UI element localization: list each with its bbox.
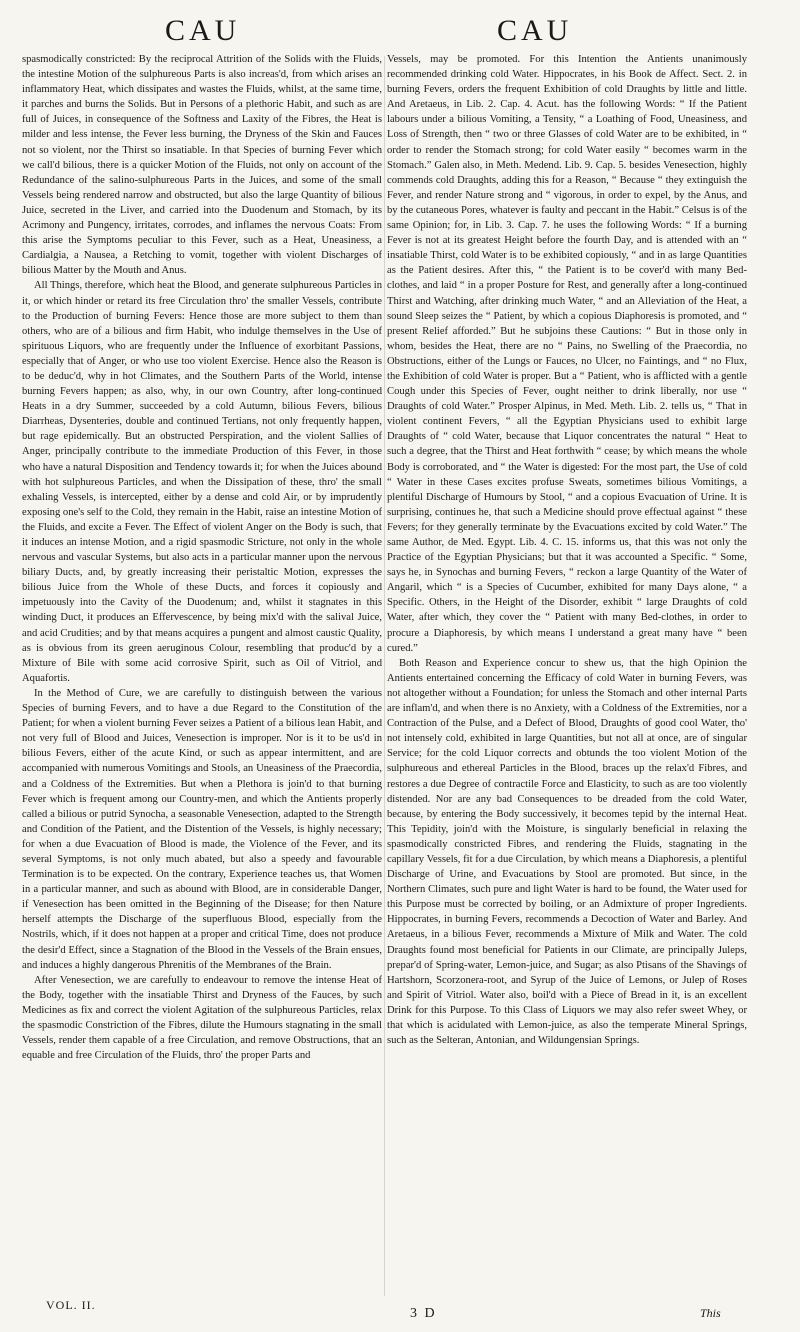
- running-header: [0, 14, 800, 54]
- right-column: [387, 52, 747, 1297]
- column-divider: [384, 56, 385, 1296]
- paragraph: In the Method of Cure, we are carefully to distinguish between the various Species of burning Fevers, and to have a due Regard to the Constitution of the Patient; for when a violent burning Fever seizes a Patient of a bilious lean Habit, and not very full of Blood and Juices, Venesection is improper. Nor is it to be us'd in bilious Fevers, either of the acute Kind, or such as appear intermittent, and are accompanied with numerous Vomitings and Stools, an Uneasiness of the Praecordia, and a Coldness of the Extremities. But when a Plethora is join'd to that burning Fever which is frequent among our Country-men, and which the Antients properly called a bilious or putrid Synocha, a seasonable Venesection, adapted to the Strength and Condition of the Patient, and the Distention of the Vessels, is highly necessary; for when a due Evacuation of Blood is made, the Violence of the Fever, and its several Symptoms, is not only much abated, but also a speedy and favourable Termination is to be expected. On the contrary, Experience teaches us, that Women in a particular manner, and such as abound with Blood, are in considerable Danger, if Venesection has been omitted in the Beginning of the Disease; for then Nature herself attempts the Discharge of the superfluous Blood, especially from the Nostrils, which, if it does not happen at a proper and critical Time, does not produce the desir'd Effect, since a Stagnation of the Blood in the Vessels of the Brain ensues, and induces a highly dangerous Phrenitis of the Membranes of the Brain.: [22, 687, 382, 971]
- paragraph: Vessels, may be promoted. For this Intention the Antients unanimously recommended drinking cold Water. Hippocrates, in his Book de Affect. Sect. 2. in burning Fevers, orders the frequent Exhibition of cold Draughts by little and little. And Aretaeus, in Lib. 2. Cap. 4. Acut. has the following Words: “ If the Patient labours under a bilious Vomiting, a Tensity, “ a Loathing of Food, Uneasiness, and Loss of Strength, then “ two or three Glasses of cold Water are to be exhibited, in “ order to render the Stomach strong; for cold Water easily “ becomes warm in the Stomach.” Galen also, in Meth. Medend. Lib. 9. Cap. 5. besides Venesection, highly commends cold Draughts, adding this for a Reason, “ Because “ they extinguish the Fever, and render Nature strong and “ vigorous, in order to expel, by the Anus, and by the cutaneous Pores, whatever is faulty and peccant in the Habit.” Celsus is of the same Opinion; for, in Lib. 3. Cap. 7. he uses the following Words: “ If a burning Fever is not at its greatest Height before the fourth Day, and is attended with an “ insatiable Thirst, cold Water is to be exhibited copiously, “ and in as large Quantities as the Patient desires. After this, “ the Patient is to be cover'd with many Bed-clothes, and laid “ in a proper Posture for Rest, and generally after a long-continued Thirst and Watching, after drinking much Water, “ and an Alleviation of the Heat, a sound Sleep seizes the “ Patient, by which a copious Diaphoresis is promoted, and “ present Relief afforded.” But he subjoins these Cautions: “ But in those only in whom, besides the Heat, there are no “ Pains, no Swelling of the Praecordia, no Obstructions, either of the Lungs or Fauces, no Ulcer, no Faintings, and “ no Flux, the Exhibition of cold Water is proper. But a “ Patient, who is afflicted with a gentle Cough under this Species of Fever, ought neither to drink liberally, nor use “ Draughts of cold Water.” Prosper Alpinus, in Med. Meth. Lib. 2. tells us, “ That in violent continent Fevers, “ all the Egyptian Physicians used to exhibit large Draughts of “ cold Water, because that Liquor concentrates the natural “ Heat to such a degree, that the Thirst and Heat forthwith “ cease; by which means the whole Body is corroborated, and “ the Water is digested: For the most part, the Use of cold “ Water in these Cases excites profuse Sweats, sometimes bilious Vomitings, a plentiful Discharge of Humours by Stool, “ and a copious Evacuation of Urine. It is surprising, continues he, that such a Medicine should prove effectual against “ these Fevers; for they generally terminate by the Evacuations excited by cold Water.” The same Author, de Med. Egypt. Lib. 4. C. 15. informs us, that this was not only the Practice of the Egyptian Physicians; but that it was accounted a Specific. “ Some, says he, in Synochas and burning Fevers, “ reckon a large Quantity of the Water of Angaril, which “ is a Species of Cucumber, exhibited for many Days alone, “ a Specific. Others, in the Height of the Disorder, exhibit “ large Draughts of cold Water, after which, they cover the “ Patient with many Bed-clothes, in order to procure a Diaphoresis, by which means I understand a great many have “ been cured.”: [387, 54, 747, 654]
- volume-label: VOL. II.: [46, 1298, 96, 1312]
- paragraph: Both Reason and Experience concur to shew us, that the high Opinion the Antients entertained concerning the Efficacy of cold Water in burning Fevers, was not altogether without a Foundation; for unless the Stomach and other internal Parts are inflam'd, and when there is no Anxiety, with a Coldness of the Extremities, nor a Contraction of the Pulse, and a Defect of Blood, Draughts of good cool Water, tho' not intensely cold, exhibited in large Quantities, but not all at once, are of singular Service; for the cold Liquor corrects and obtunds the too violent Motion of the sulphureous and ethereal Particles in the Blood, braces up the relax'd Fibres, and restores a due Degree of contractile Force and Elasticity, to such as are too violently distended. Nor are any bad Consequences to be dreaded from the cold Water, because, by entering the Body successively, it becomes tepid by the internal Heat. This Tepidity, join'd with the Moisture, is singularly beneficial in relaxing the spasmodically constricted Fibres, and rendering the Fluids, stagnating in the capillary Vessels, fit for a due Circulation, by which means a Diaphoresis, a plentiful Discharge of Urine, and Evacuations by Stool are promoted. But since, in the Northern Climates, such pure and light Water is hard to be found, the Water used for this Purpose must be corrected by boiling, or an Admixture of proper Ingredients. Hippocrates, in burning Fevers, recommends a Decoction of Water and Barley. And Aretaeus, in a bilious Fever, recommends a Mixture of Milk and Water. The cold Draughts found most beneficial for Patients in our Climate, are principally Juleps, prepar'd of Spring-water, Lemon-juice, and Sugar; as also Ptisans of the Shavings of Hartshorn, Scorzonera-root, and Syrup of the Juice of Lemons, or Julep of Roses and Spirit of Vitriol. Water also, boil'd with a Piece of Bread in it, is an excellent Drink for this Purpose. To this Class of Liquors we may also refer sweet Whey, or that which is acidulated with Lemon-juice, as also the temperate Mineral Springs, such as the Selteran, Antonian, and Wildungensian Springs.: [387, 657, 747, 1047]
- paragraph: All Things, therefore, which heat the Blood, and generate sulphureous Particles in it, or which hinder or retard its free Circulation thro' the smaller Vessels, contribute to the Production of burning Fevers: Hence those are more subject to them than others, who are of a bilious and firm Habit, who indulge themselves in the Use of spirituous Liquors, who are frequently under the Influence of exorbitant Passions, especially that of Anger, or who use too violent Exercise. Hence also the Reason is to be deduc'd, why in hot Climates, and the Southern Parts of the World, intense burning Fevers happen; as also, why, in our own Country, after long-continued Heats in a dry Summer, succeeded by a cold Autumn, bilious Fevers, bilious Diarrheas, Dysenteries, double and continued Tertians, not only frequently happen, but rage epidemically. But an obstructed Perspiration, and the violent Sallies of Anger, principally contribute to the immediate Production of this Fever, in those who have a natural Disposition and Tendency towards it; for when the Juices abound with hot sulphureous Particles, and when the Dissipation of these, thro' the small exhaling Vessels, is intercepted, either by a dense and cold Air, or by imprudently exposing one's self to the Cold, they remain in the Habit, raise an intestine Motion of the Fluids, and excite a Fever. The Effect of violent Anger on the Body is such, that it induces an intense Motion, and a rigid spasmodic Stricture, not only in the whole nervous and vascular Systems, but also acts in a particular manner upon the nervous biliary Ducts, and, by greatly increasing their peristaltic Motion, expresses the bilious Juice from the Whole of these Ducts, and forces it copiously and impetuously into the Cavity of the Duodenum; and, whilst it stagnates in this winding Duct, it produces an Effervescence, by being mix'd with the salival Juice, and acid Crudities; and by that means acquires a pungent and almost caustic Quality, as is obvious from its green aeruginous Colour, resembling that produc'd by a Mixture of Bile with some acid corrosive Spirit, such as Oil of Vitriol, and Aquafortis.: [22, 280, 382, 684]
- header-right-title: CAU: [497, 14, 573, 47]
- paragraph: After Venesection, we are carefully to endeavour to remove the intense Heat of the Body, together with the insatiable Thirst and Dryness of the Fauces, by such Medicines as fix and correct the violent Agitation of the sulphureous Particles, relax the spasmodic Constriction of the Fibres, dilute the Humours stagnating in the small Vessels, render them capable of a free Circulation, and remove Obstructions, that an equable and free Circulation of the Fluids, thro' the proper Parts and: [22, 974, 382, 1062]
- paragraph: spasmodically constricted: By the reciprocal Attrition of the Solids with the Fluids, the intestine Motion of the sulphureous Parts is also increas'd, from which arises an inflammatory Heat, which dissipates and wastes the Fluids, whilst, at the same time, it parches and burns the Solids. But in Persons of a plethoric Habit, and such as are full of Juices, in consequence of the Softness and Laxity of the Fibres, the Heat is milder and less intense, the Fever less burning, the Dryness of the Skin and Fauces not so violent, nor the Thirst so insatiable. In that Species of burning Fever which we call'd bilious, there is a quicker Motion of the Fluids, not only on account of the Redundance of the salino-sulphureous Parts in the Juices, and some of the small Vessels being rendered narrow and obstructed, but also the large Quantity of bilious Juice, secreted in the Liver, and carried into the Duodenum and Stomach, by its Acrimony and Pungency, irritates, corrodes, and inflames the nervous Coats: From this arise the Symptoms peculiar to this Fever, such as a Heat, Uneasiness, a Cardialgia, a Nausea, a Retching to vomit, together with violent Discharges of bilious Matter by the Mouth and Anus.: [22, 54, 382, 277]
- signature-mark: 3 D: [410, 1306, 437, 1321]
- header-left-title: CAU: [165, 14, 241, 47]
- catchword: This: [700, 1306, 721, 1320]
- left-column: [22, 52, 382, 1297]
